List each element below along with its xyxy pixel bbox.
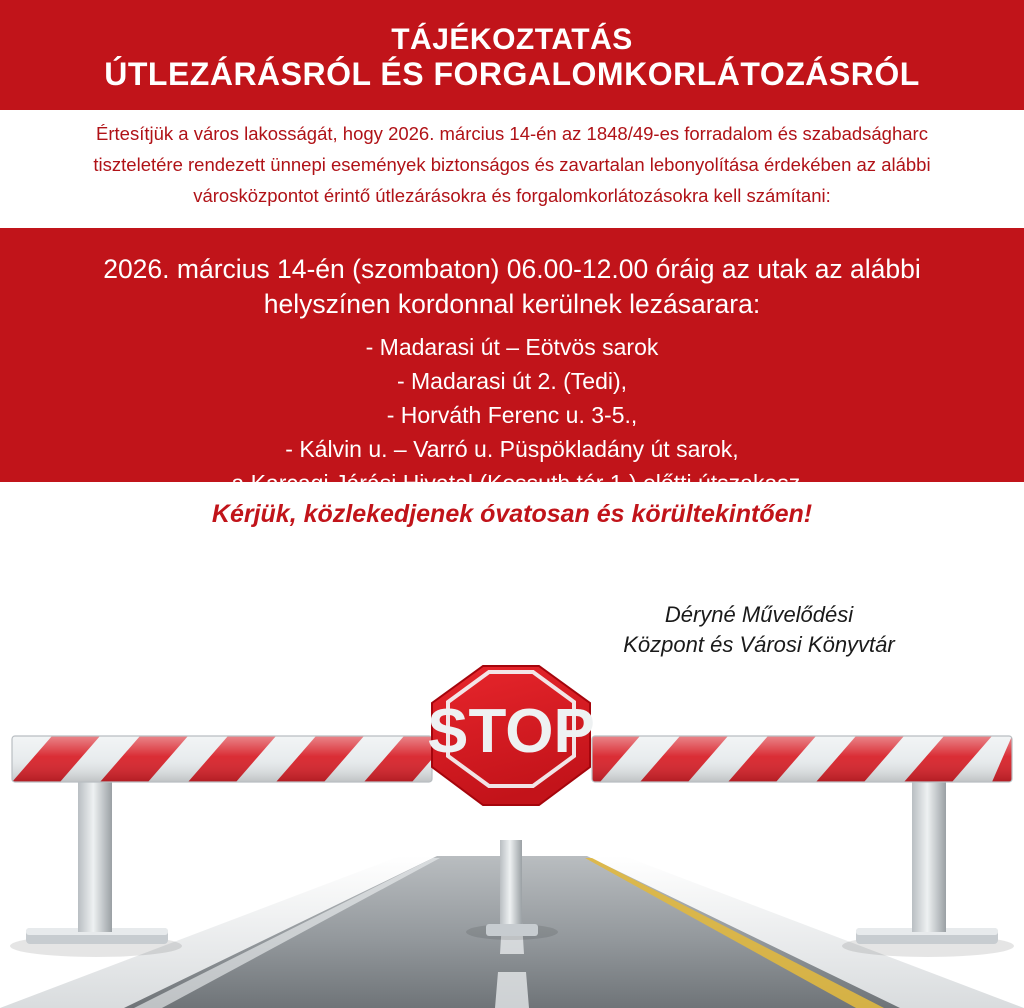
list-item: - Horváth Ferenc u. 3-5.,: [386, 402, 638, 428]
header-banner: [0, 0, 1024, 110]
right-barrier-bar: [552, 736, 1024, 782]
caution-note: Kérjük, közlekedjenek óvatosan és körültekintően!: [211, 500, 813, 528]
left-barrier-bar: [0, 736, 452, 782]
signature-block: [549, 600, 969, 660]
signature-line1: Déryné Művelődési: [664, 602, 854, 627]
header-title-line2: ÚTLEZÁRÁSRÓL ÉS FORGALOMKORLÁTOZÁSRÓL: [104, 55, 920, 92]
list-item: - Kálvin u. – Varró u. Püspökladány út sarok,: [285, 436, 739, 463]
header-title-line1: TÁJÉKOZTATÁS: [391, 23, 633, 57]
list-item: - Madarasi út 2. (Tedi),: [396, 367, 628, 394]
road-closure-illustration: [0, 660, 1024, 1008]
closure-location-list: [40, 330, 984, 500]
list-item: - Madarasi út – Eötvös sarok: [365, 333, 659, 360]
stop-sign-label: STOP: [427, 697, 595, 766]
closure-heading: 2026. március 14-én (szombaton) 06.00-12.00 óráig az utak az alábbi helyszínen kordonnal kerülnek lezásarara:: [103, 254, 921, 319]
signature-line2: Központ és Városi Könyvtár: [623, 631, 895, 657]
closure-details-block: [0, 228, 1024, 497]
intro-paragraph: Értesítjük a város lakosságát, hogy 2026. március 14-én az 1848/49-es forradalom és szabadságharc tiszteletére rendezett ünnepi események biztonságos és zavartalan lebonyolítása érdekében az alábbi városközpontot érintő útlezárásokra és forgalomkorlátozásokra kell számítani:: [93, 123, 931, 207]
list-item: - a Karcagi Járási Hivatal (Kossuth tér 1.) előtti útszakasz.: [217, 470, 807, 497]
